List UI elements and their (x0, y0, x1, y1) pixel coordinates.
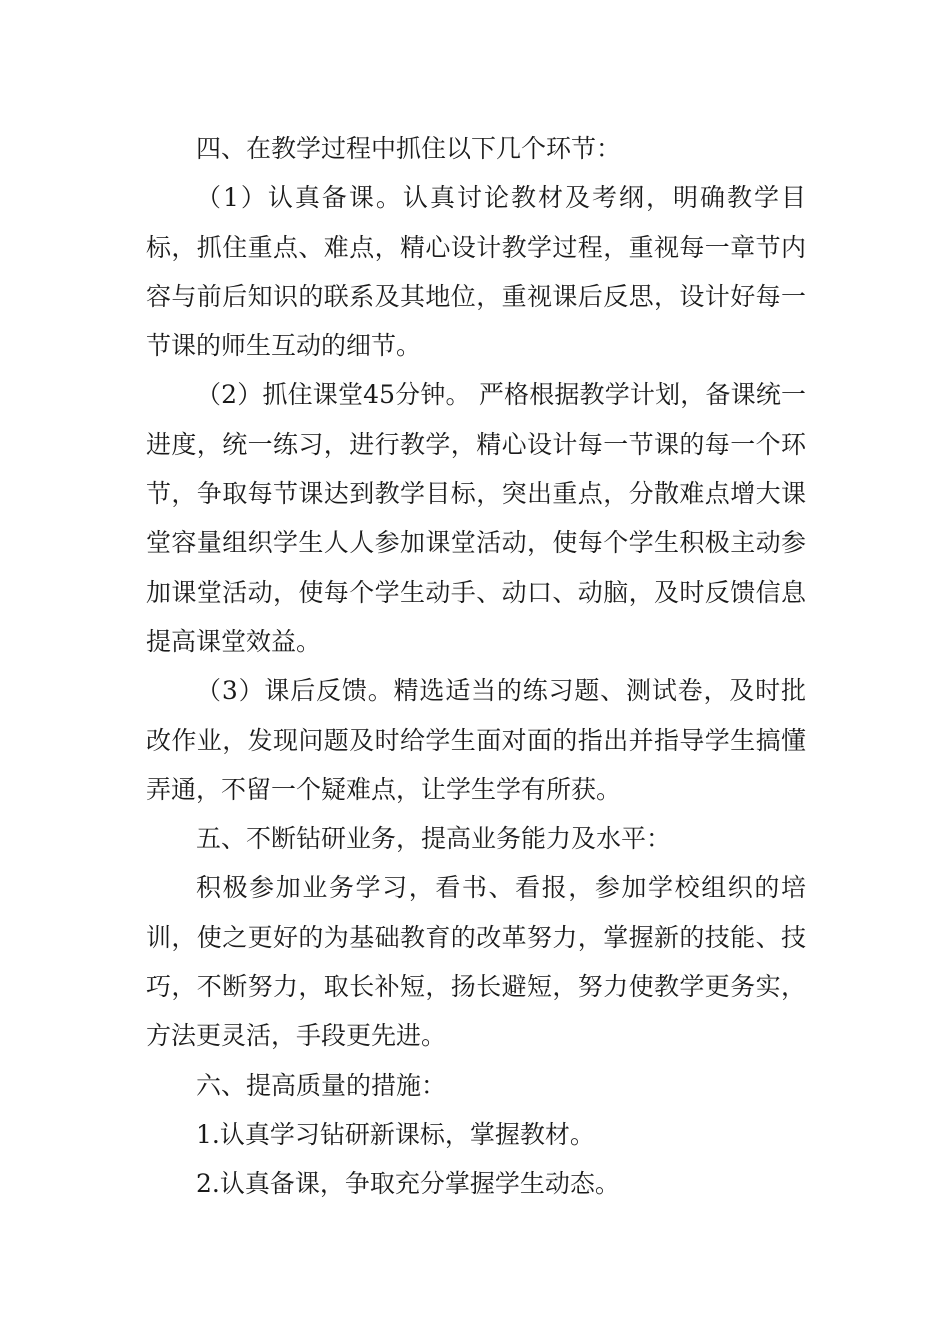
list-item-2: 2.认真备课，争取充分掌握学生动态。 (196, 1169, 620, 1199)
paragraph-professional-study: 积极参加业务学习，看书、看报，参加学校组织的培训，使之更好的为基础教育的改革努力，掌握新的技能、技巧，不断努力，取长补短，扬长避短，努力使教学更务实，方法更灵活，手段更先进。 (146, 873, 806, 1051)
paragraph-after-class-feedback: （3）课后反馈。精选适当的练习题、测试卷，及时批改作业，发现问题及时给学生面对面的指出并指导学生搞懂弄通，不留一个疑难点，让学生学有所获。 (146, 676, 806, 804)
document-body (146, 124, 806, 1209)
section-heading-six: 六、提高质量的措施： (196, 1070, 447, 1100)
paragraph-lesson-preparation: （1）认真备课。认真讨论教材及考纲，明确教学目标，抓住重点、难点，精心设计教学过程，重视每一章节内容与前后知识的联系及其地位，重视课后反思，设计好每一节课的师生互动的细节。 (146, 183, 806, 361)
section-heading-four: 四、在教学过程中抓住以下几个环节： (196, 134, 622, 163)
section-heading-five: 五、不断钻研业务，提高业务能力及水平： (196, 824, 672, 854)
paragraph-classroom-45-minutes: （2）抓住课堂45分钟。 严格根据教学计划，备课统一进度，统一练习，进行教学，精心设计每一节课的每一个环节，争取每节课达到教学目标，突出重点，分散难点增大课堂容量组织学生人人参加课堂活动，使每个学生积极主动参加课堂活动，使每个学生动手、动口、动脑，及时反馈信息提高课堂效益。 (146, 380, 806, 656)
list-item-1: 1.认真学习钻研新课标，掌握教材。 (196, 1119, 595, 1149)
